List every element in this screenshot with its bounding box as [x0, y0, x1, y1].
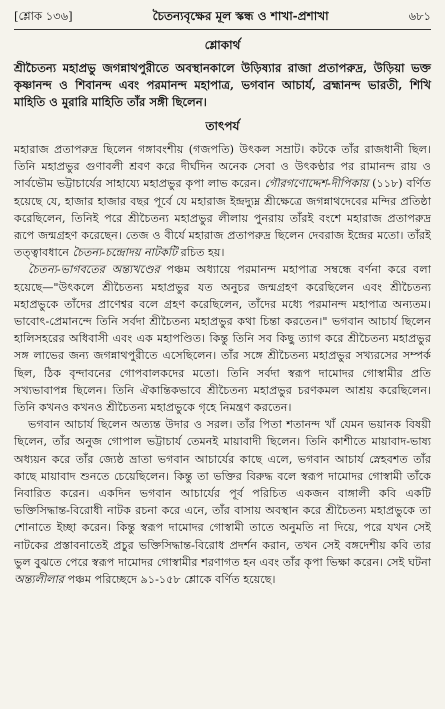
p1-text-c: (১১৮) বর্ণিত হয়েছে যে, হাজার হাজার বছর পূর্বে যে মহারাজ ইন্দ্রদ্যুম্ন শ্রীক্ষেত্রে জগন্নাথদেবের মন্দির প্রতিষ্ঠা করেছিলেন, তিনিই পরে শ্রীচৈতন্য মহাপ্রভুর লীলায় পুনরায় তাঁরই বংশে মহারাজ প্রতাপরুদ্র রূপে জন্মগ্রহণ করেছেন। তেজ ও বীর্যে মহারাজ প্রতাপরুদ্র ছিলেন দেবরাজ ইন্দ্রের মতো। তাঁরই তত্ত্বাবধানে [14, 177, 431, 260]
translation-text: শ্রীচৈতন্য মহাপ্রভু জগন্নাথপুরীতে অবস্থানকালে উড়িষ্যার রাজা প্রতাপরুদ্র, উড়িয়া ভক্ত কৃষ্ণানন্দ ও শিবানন্দ এবং পরমানন্দ মহাপাত্র, ভগবান আচার্য, ব্রহ্মানন্দ ভারতী, শিখি মাহিতি ও মুরারি মাহিতি তাঁর সঙ্গী ছিলেন। [14, 61, 431, 109]
p1-text-a: মহারাজ প্রতাপরুদ্র ছিলেন গঙ্গাবংশীয় (গজপতি) উৎকল সম্রাট। কটকে তাঁর রাজধানী ছিল। তিনি মহাপ্রভুর গুণাবলী শ্রবণ করে দীর্ঘদিন অনেক সেবা ও উৎকণ্ঠার পর রামানন্দ রায় ও সার্বভৌম ভট্টাচার্যের সাহায্যে মহাপ্রভুর কৃপা লাভ করেন। [14, 143, 431, 191]
p1-drama-title: চৈতন্য-চন্দ্রোদয় নাটকটি [72, 246, 178, 260]
page-number: ৬৮১ [408, 9, 431, 23]
p3-text-a: ভগবান আচার্য ছিলেন অত্যন্ত উদার ও সরল। তাঁর পিতা শতানন্দ খাঁ যেমন ভয়ানক বিষয়ী ছিলেন, তাঁর অনুজ গোপাল ভট্টাচার্য তেমনই মায়াবাদী ছিলেন। তিনি কাশীতে মায়াবাদ-ভাষ্য অধ্যয়ন করে তাঁর জ্যেষ্ঠ ভ্রাতা ভগবান আচার্যের কাছে এলে, ভগবান আচার্য স্নেহবশত তাঁর কাছে মায়াবাদ শুনতে চেয়েছিলেন। কিন্তু তা ভক্তির বিরুদ্ধ বলে স্বরূপ দামোদর গোস্বামী তাঁকে নিবারিত করেন। একদিন ভগবান আচার্যের পূর্ব পরিচিত একজন বাঙ্গালী কবি একটি ভক্তিসিদ্ধান্ত-বিরোধী নাটক রচনা করে এনে, তাঁর বাসায় অবস্থান করে শ্রীচৈতন্য মহাপ্রভুকে তা শোনাতে ইচ্ছা করেন। কিন্তু স্বরূপ দামোদর গোস্বামী তাতে অনুমতি না দিয়ে, পরে যখন সেই নাটকের প্রস্তাবনাতেই প্রচুর ভক্তিসিদ্ধান্ত-বিরোধ প্রদর্শন করান, তখন সেই বঙ্গদেশীয় কবি তার ভুল বুঝতে পেরে স্বরূপ দামোদর গোস্বামীর শরণাগত হন এবং তাঁর কৃপা ভিক্ষা করেন। সেই ঘটনা [14, 418, 431, 569]
p3-book-title: অন্ত্যলীলার [14, 573, 64, 587]
p3-text-c: পঞ্চম পরিচ্ছেদে ৯১-১৫৮ শ্লোকে বর্ণিত হয়েছে। [63, 573, 276, 587]
purport-heading: তাৎপর্য [205, 119, 240, 133]
p2-book-title: চৈতন্য-ভাগবতের অন্ত্যখণ্ডের [28, 263, 160, 277]
p1-text-e: রচিত হয়। [177, 246, 225, 260]
header-divider [14, 29, 431, 30]
p2-text-b: পঞ্চম অধ্যায়ে পরমানন্দ মহাপাত্র সম্বন্ধে বর্ণনা করে বলা হয়েছে—"উৎকলে শ্রীচৈতন্য মহাপ্রভুর যত অনুচর জন্মগ্রহণ করেছিলেন এবং শ্রীচৈতন্য মহাপ্রভুকে তাঁদের প্রাণেশ্বর বলে গ্রহণ করেছিলেন, তাঁদের মধ্যে পরমানন্দ মহাপাত্র অন্যতম। ভাবোৎ-প্রেমানন্দে তিনি সর্বদা শ্রীচৈতন্য মহাপ্রভুর কথা চিন্তা করতেন।" ভগবান আচার্য ছিলেন হালিসহরের অধিবাসী এবং এক মহাপণ্ডিত। কিন্তু তিনি সব কিছু ত্যাগ করে শ্রীচৈতন্য মহাপ্রভুর সঙ্গ লাভের জন্য জগন্নাথপুরীতে এসেছিলেন। তাঁর সঙ্গে শ্রীচৈতন্য মহাপ্রভুর সখ্যরসের সম্পর্ক ছিল, ঠিক বৃন্দাবনের গোপবালকদের মতো। তিনি সর্বদা স্বরূপ দামোদর গোস্বামীর প্রতি সখ্যভাবাপন্ন ছিলেন। তিনি ঐকান্তিকভাবে শ্রীচৈতন্য মহাপ্রভুর চরণকমল আশ্রয় করেছিলেন। তিনি কখনও কখনও শ্রীচৈতন্য মহাপ্রভুকে গৃহে নিমন্ত্রণ করতেন। [14, 263, 431, 415]
purport-paragraph-3 [14, 416, 431, 588]
purport-paragraph-1 [14, 141, 431, 261]
verse-reference: [শ্লোক ১৩৬] [14, 9, 73, 23]
chapter-title: চৈতন্যবৃক্ষের মূল স্কন্ধ ও শাখা-প্রশাখা [152, 9, 329, 23]
purport-paragraph-2 [14, 261, 431, 416]
running-header [14, 8, 431, 26]
p1-book-title: গৌরগণোদ্দেশ-দীপিকায় [264, 177, 369, 191]
translation-heading: শ্লোকার্থ [204, 38, 241, 52]
